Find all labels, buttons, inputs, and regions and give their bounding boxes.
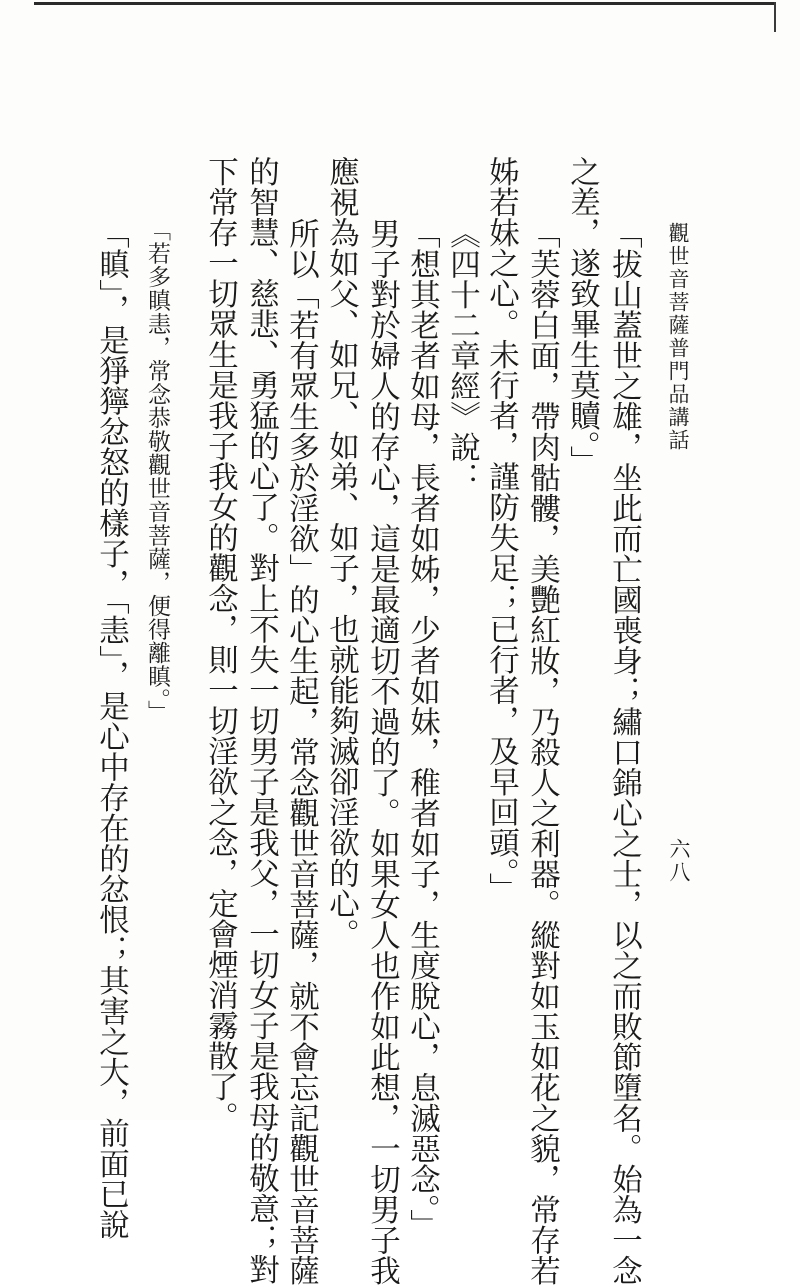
text-column-13: 「瞋」，是猙獰忿怒的樣子，「恚」，是心中存在的忿恨；其害之大，前面已說 xyxy=(93,218,129,1240)
text-column-6: 「想其老者如母，長者如姊，少者如妹，稚者如子，生度脫心，息滅惡念。」 xyxy=(404,218,440,1240)
text-column-3: 「芙蓉白面，帶肉骷髏，美艷紅妝，乃殺人之利器。縱對如玉如花之貌，常存若 xyxy=(524,218,560,1286)
text-column-10: 的智慧、慈悲、勇猛的心了。對上不失一切男子是我父，一切女子是我母的敬意；對 xyxy=(243,156,279,1285)
corner-border-rule xyxy=(774,2,776,32)
text-column-1: 「拔山蓋世之雄，坐此而亡國喪身；繡口錦心之士，以之而敗節墮名。始為一念 xyxy=(606,218,642,1286)
text-column-11: 下常存一切眾生是我子我女的觀念，則一切淫欲之念，定會煙消霧散了。 xyxy=(202,156,238,1132)
text-column-8: 應視為如父、如兄、如弟、如子，也就能夠滅卻淫欲的心。 xyxy=(323,156,359,949)
text-column-2: 之差，遂致畢生莫贖。」 xyxy=(564,156,600,477)
text-column-5: 《四十二章經》說： xyxy=(444,218,480,493)
text-column-7: 男子對於婦人的存心，這是最適切不過的了。如果女人也作如此想，一切男子我 xyxy=(364,218,400,1286)
text-column-9: 所以「若有眾生多於淫欲」的心生起，常念觀世音菩薩，就不會忘記觀世音菩薩 xyxy=(283,218,319,1286)
top-border-rule xyxy=(34,2,774,5)
text-column-4: 姊若妹之心。未行者，謹防失足；已行者，及早回頭。」 xyxy=(483,156,519,904)
running-title: 觀世音菩薩普門品講話 xyxy=(666,222,690,452)
page-number: 六八 xyxy=(667,838,691,884)
text-column-12-quote: 「若多瞋恚，常念恭敬觀世音菩薩，便得離瞋。」 xyxy=(144,218,170,724)
